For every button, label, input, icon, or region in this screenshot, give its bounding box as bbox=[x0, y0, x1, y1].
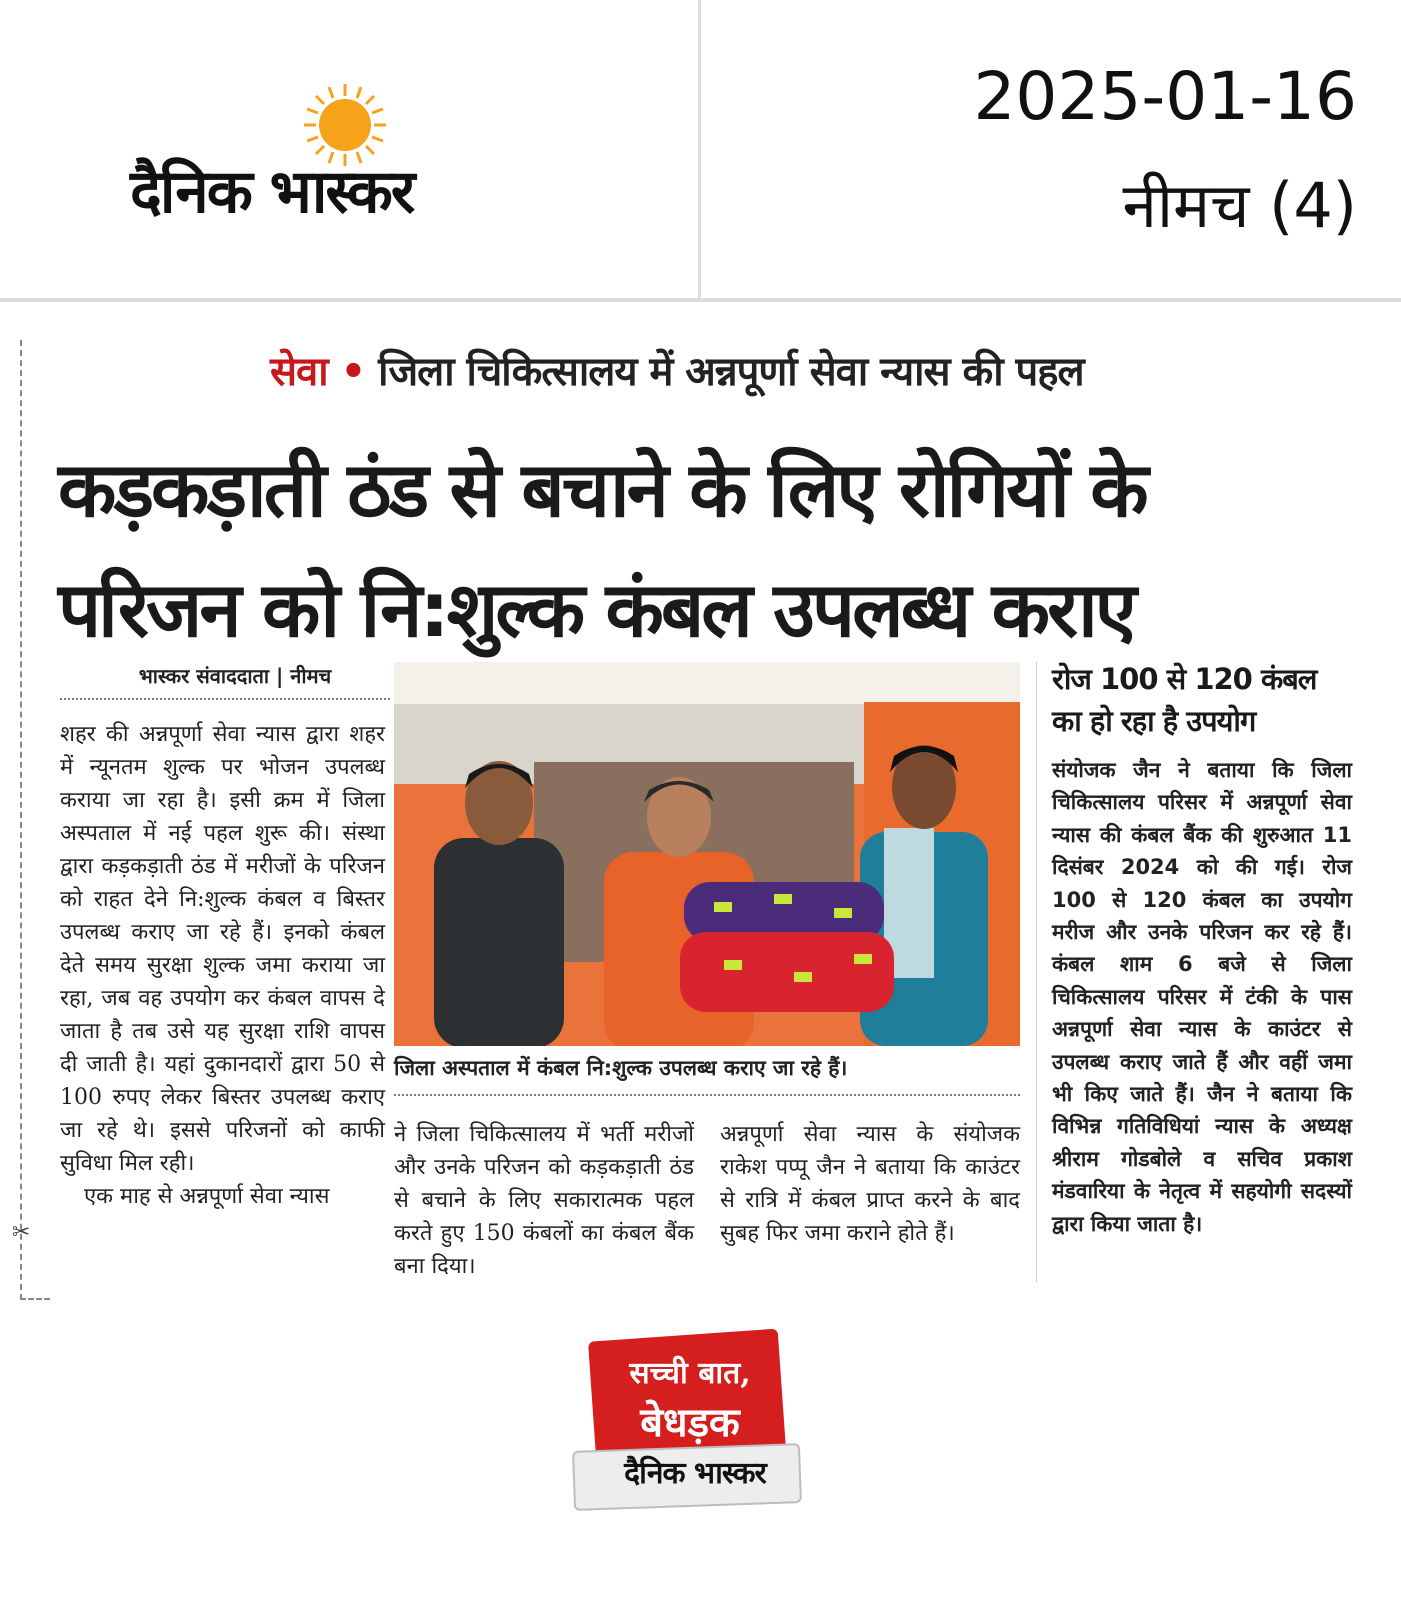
scissors-icon: ✂ bbox=[12, 1220, 31, 1245]
sidebar-body: संयोजक जैन ने बताया कि जिला चिकित्सालय परिसर में अन्नपूर्णा सेवा न्यास की कंबल बैंक की शुरुआत 11 दिसंबर 2024 को की गई। रोज 100 से 120 कंबल का उपयोग मरीज और उनके परिजन कर रहे हैं। कंबल शाम 6 बजे से जिला चिकित्सालय परिसर में टंकी के पास अन्नपूर्णा सेवा न्यास के काउंटर से उपलब्ध कराए जाते हैं और वहीं जमा भी किए जाते हैं। जैन ने बताया कि विभिन्न गतिविधियां न्यास के अध्यक्ष श्रीराम गोडबोले व सचिव प्रकाश मंडवारिया के नेतृत्व में सहयोगी सदस्यों द्वारा किया जाता है। bbox=[1052, 758, 1352, 1236]
header-bottom-rule bbox=[0, 298, 1401, 302]
kicker-bullet: • bbox=[340, 349, 366, 395]
column-1-last-line: एक माह से अन्नपूर्णा सेवा न्यास bbox=[84, 1184, 330, 1209]
column-rule bbox=[1036, 662, 1037, 1282]
news-clipping bbox=[12, 340, 1384, 1305]
caption-rule bbox=[394, 1094, 1020, 1096]
blanket-red bbox=[680, 932, 894, 1012]
kicker-tag: सेवा bbox=[270, 349, 328, 395]
blanket-pattern bbox=[794, 972, 812, 982]
dainik-bhaskar-logo bbox=[130, 80, 560, 230]
promo-tagline-1: सच्ची बात, bbox=[629, 1356, 751, 1391]
promo-tagline-2: बेधड़क bbox=[640, 1399, 740, 1446]
page-header bbox=[0, 0, 1401, 300]
promo-badge bbox=[565, 1335, 805, 1515]
article-column-2 bbox=[394, 1118, 694, 1283]
column-1-body: शहर की अन्नपूर्णा सेवा न्यास द्वारा शहर में न्यूनतम शुल्क पर भोजन उपलब्ध कराया जा रहा है। इसी क्रम में जिला अस्पताल में नई पहल शुरू की। संस्था द्वारा कड़कड़ाती ठंड में मरीजों के परिजन को राहत देने नि:शुल्क कंबल व बिस्तर उपलब्ध कराए जा रहे हैं। इनको कंबल देते समय सुरक्षा शुल्क जमा कराया जा रहा, जब वह उपयोग कर कंबल वापस दे जाता है तब उसे यह सुरक्षा राशि वापस दी जाती है। यहां दुकानदारों द्वारा 50 से 100 रुपए लेकर बिस्तर उपलब्ध कराए जा रहे थे। इससे परिजनों को काफी सुविधा मिल रही। bbox=[60, 722, 385, 1176]
article-kicker bbox=[270, 342, 1270, 397]
blanket-pattern bbox=[714, 902, 732, 912]
blanket-pattern bbox=[774, 894, 792, 904]
headline-line-2: परिजन को नि:शुल्क कंबल उपलब्ध कराए bbox=[58, 565, 1134, 654]
byline-rule bbox=[60, 698, 390, 700]
column-2-body: ने जिला चिकित्सालय में भर्ती मरीजों और उनके परिजन को कड़कड़ाती ठंड से बचाने के लिए सकारात्मक पहल करते हुए 150 कंबलों का कंबल बैंक बना दिया। bbox=[394, 1122, 694, 1279]
promo-newspaper-name: दैनिक भास्कर bbox=[624, 1456, 766, 1491]
person-left bbox=[424, 748, 574, 1046]
cut-line-bottom bbox=[20, 1298, 50, 1300]
photo-banner bbox=[394, 662, 1020, 704]
article-column-1 bbox=[60, 718, 385, 1213]
byline: भास्कर संवाददाता | नीमच bbox=[138, 664, 332, 688]
logo-wordmark: दैनिक भास्कर bbox=[130, 157, 414, 227]
publication-date: 2025-01-16 bbox=[973, 58, 1357, 135]
kicker-text: जिला चिकित्सालय में अन्नपूर्णा सेवा न्यास की पहल bbox=[378, 349, 1084, 395]
article-column-3 bbox=[720, 1118, 1020, 1250]
edition-label: नीमच (4) bbox=[1122, 169, 1357, 242]
sidebar-heading: रोज 100 से 120 कंबल का हो रहा है उपयोग bbox=[1052, 662, 1317, 738]
headline-line-1: कड़कड़ाती ठंड से बचाने के लिए रोगियों के bbox=[58, 445, 1146, 534]
blanket-pattern bbox=[854, 954, 872, 964]
blanket-pattern bbox=[724, 960, 742, 970]
photo-caption: जिला अस्पताल में कंबल नि:शुल्क उपलब्ध कराए जा रहे हैं। bbox=[394, 1056, 848, 1080]
cut-line bbox=[20, 340, 22, 1300]
article-headline bbox=[58, 430, 1378, 670]
blanket-pattern bbox=[834, 908, 852, 918]
article-photo bbox=[394, 662, 1020, 1046]
column-3-body: अन्नपूर्णा सेवा न्यास के संयोजक राकेश पप्पू जैन ने बताया कि काउंटर से रात्रि में कंबल प्राप्त करने के बाद सुबह फिर जमा कराने होते हैं। bbox=[720, 1122, 1020, 1246]
header-divider bbox=[698, 0, 701, 300]
